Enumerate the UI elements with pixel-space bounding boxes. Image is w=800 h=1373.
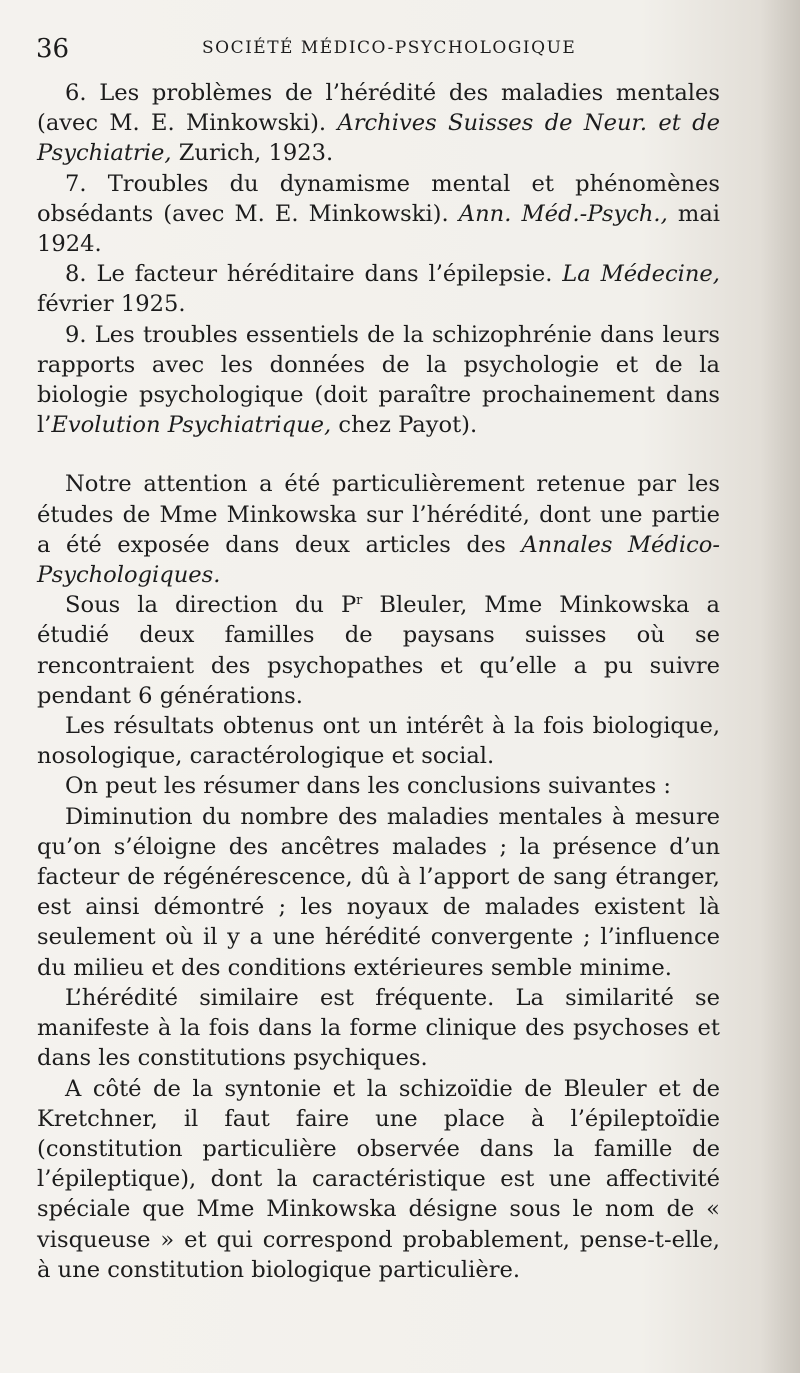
reference-item <box>37 259 720 319</box>
reference-item <box>37 320 720 441</box>
page-content <box>37 78 720 1285</box>
paragraph: On peut les résumer dans les conclusions suivantes : <box>65 773 671 800</box>
reference-item <box>37 78 720 169</box>
paragraph-text: Sous la direction du P <box>65 592 357 619</box>
paragraph-text: Notre attention a été particulièrement retenue par les études de Mme Minkowska sur l’hérédité, dont une partie a été exposée dans deux articles des <box>37 471 720 558</box>
paragraph <box>37 469 720 590</box>
reference-text: Zurich, 1923. <box>171 140 334 167</box>
paragraph: Les résultats obtenus ont un intérêt à la fois biologique, nosologique, caractérologique et social. <box>37 713 720 770</box>
paragraph <box>37 590 720 711</box>
reference-text: février 1925. <box>37 291 186 318</box>
section-gap <box>37 440 720 469</box>
reference-text: 9. Les troubles essentiels de la schizophrénie dans leurs rapports avec les données de la psychologie et de la biologie psychologique (doit paraître prochainement dans l’ <box>37 321 720 439</box>
page-number: 36 <box>36 34 70 64</box>
reference-text: 6. Les problèmes de l’hérédité des maladies mentales (avec M. E. Minkowski). <box>37 80 720 137</box>
reference-text: 8. Le facteur héréditaire dans l’épilepsie. <box>65 261 563 288</box>
reference-journal: Archives Suisses de Neur. et de Psychiatrie, <box>37 110 720 167</box>
superscript: r <box>356 593 363 609</box>
page-header <box>36 30 736 70</box>
reference-journal: Ann. Méd.-Psych., <box>458 200 668 227</box>
reference-journal: La Médecine, <box>562 261 720 288</box>
reference-text: mai 1924. <box>37 200 721 258</box>
paragraph: Diminution du nombre des maladies mentales à mesure qu’on s’éloigne des ancêtres malades ; la présence d’un facteur de régénérescence, dû à l’apport de sang étranger, est ainsi démontré ; les noyaux de malades existent là seulement où il y a une hérédité convergente ; l’influence du milieu et des conditions extérieures semble minime. <box>37 803 720 981</box>
reference-text: 7. Troubles du dynamisme mental et phénomènes obsédants (avec M. E. Minkowski). <box>37 170 720 227</box>
paragraph-text: Bleuler, Mme Minkowska a étudié deux familles de paysans suisses où se rencontraient des psychopathes et qu’elle a pu suivre pendant 6 générations. <box>37 592 720 709</box>
journal-title: Annales Médico-Psychologiques. <box>37 531 720 589</box>
reference-text: chez Payot). <box>331 412 478 439</box>
reference-item <box>37 169 720 260</box>
running-head: SOCIÉTÉ MÉDICO-PSYCHOLOGIQUE <box>202 38 577 58</box>
paragraph: A côté de la syntonie et la schizoïdie de Bleuler et de Kretchner, il faut faire une place à l’épileptoïdie (constitution particulière observée dans la famille de l’épileptique), dont la caractéristique est une affectivité spéciale que Mme Minkowska désigne sous le nom de « visqueuse » et qui correspond probablement, pense-t-elle, à une constitution biologique particulière. <box>37 1075 720 1283</box>
reference-journal: Evolution Psychiatrique, <box>51 412 332 439</box>
paragraph: L’hérédité similaire est fréquente. La similarité se manifeste à la fois dans la forme clinique des psychoses et dans les constitutions psychiques. <box>37 984 720 1072</box>
